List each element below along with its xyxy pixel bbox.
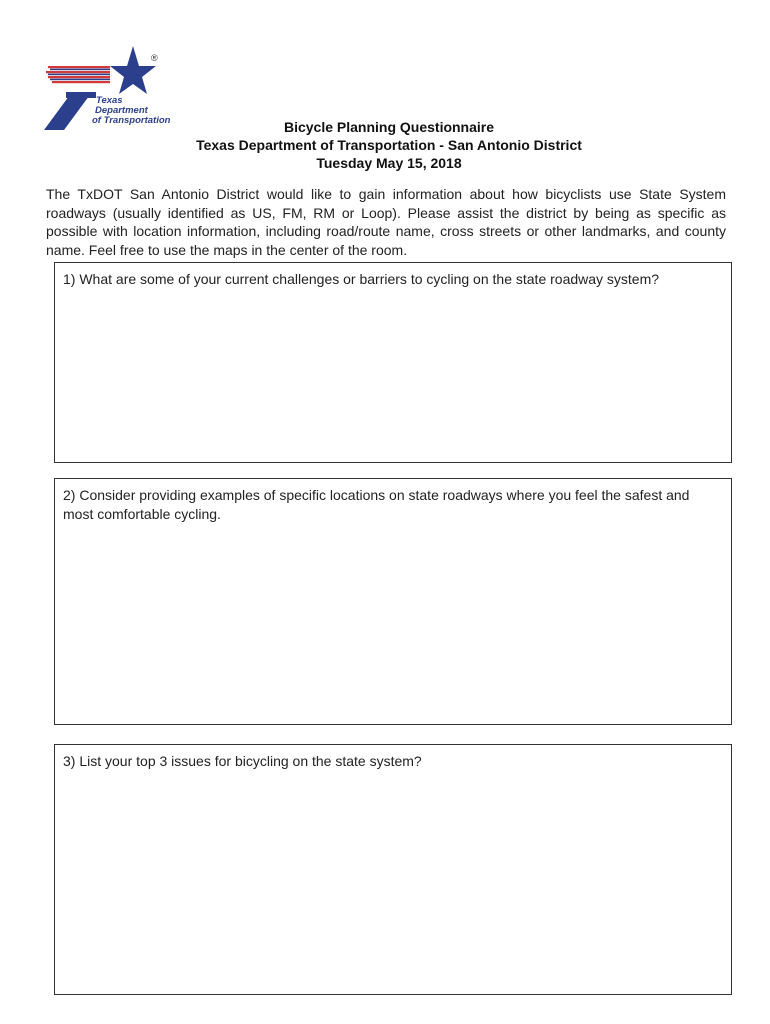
question-1-text: 1) What are some of your current challenges or barriers to cycling on the state roadway system? <box>63 271 660 287</box>
question-2-response-box[interactable] <box>54 478 732 725</box>
document-date: Tuesday May 15, 2018 <box>316 155 462 171</box>
intro-paragraph: The TxDOT San Antonio District would like to gain information about how bicyclists use State System roadways (usually identified as US, FM, RM or Loop). Please assist the district by being as specific as possible with location information, including road/route name, cross streets or other landmarks, and county name. Feel free to use the maps in the center of the room. <box>46 186 726 258</box>
logo-line: of Transportation <box>92 115 171 126</box>
registered-mark: ® <box>151 53 158 63</box>
document-subtitle: Texas Department of Transportation - San Antonio District <box>196 137 582 153</box>
question-3-text: 3) List your top 3 issues for bicycling on the state system? <box>63 753 422 769</box>
logo-line: Texas <box>96 95 123 106</box>
question-3-response-box[interactable] <box>54 744 732 995</box>
document-title: Bicycle Planning Questionnaire <box>283 119 495 135</box>
question-2-text: 2) Consider providing examples of specific locations on state roadways where you feel the safest and most comfortable cycling. <box>63 487 690 522</box>
question-1-response-box[interactable] <box>54 262 732 463</box>
logo-line: Department <box>95 105 148 116</box>
document-header <box>0 115 770 172</box>
